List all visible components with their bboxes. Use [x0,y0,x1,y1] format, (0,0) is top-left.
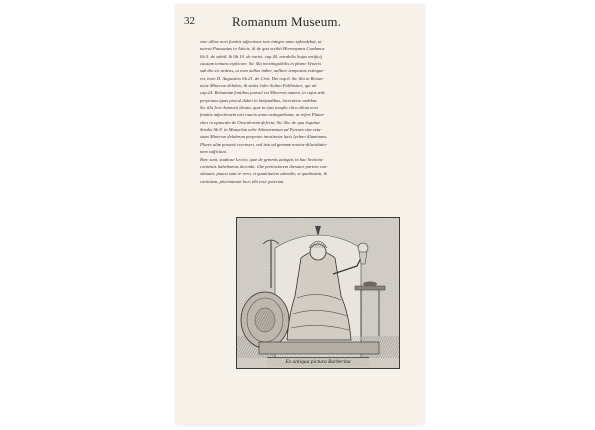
text-line: Plures aliæ possent recenseri, sed ista ad gemmæ nostræ dilucidatio- [200,141,328,147]
text-line: sine ullius novi fomitis adjectione toto integro anno splendebat, ut [200,39,322,44]
book-page [176,5,424,425]
text-line: nicæ Minervæ delubro, & sedes Julio Solino Polihistori, qui ait [200,83,317,89]
text-line: stituunt; pauca sunt re vera, si quantitatem attendis; si qualitatem, & [200,171,328,177]
text-line: raritatem, plurimarum loco tibi esse poterunt. [200,178,285,184]
text-line: lib.5. de subtil. & lib.10. de variet. cap.40. mirabilis hujus artificij [200,53,322,59]
text-line: sub dio sic ardens, ut eam nullus imber, nullave tempestas extingue- [200,68,325,74]
text-line: ret, teste D. Augustino lib.21. de Civit. Dei cap.6. Sic illa in Britan- [200,75,324,81]
text-line: fomitis adjectionem nisi exacto anno extinguebatur, ut refert Plutar- [200,112,325,118]
engraving-illustration [237,218,399,368]
page-header [184,15,410,31]
text-line: Strabo lib.9. in Munychia urbe Atheniensium ad Pyreum sita vetu- [200,127,322,133]
text-line: contentis habebamus dicenda: illæ pretiosiorem thesauri partem con- [200,163,328,169]
text-line: nem sufficiunt. [200,149,228,155]
page-number: 32 [184,15,195,27]
text-line: stum Minervæ delubrum perpetuo inextinctæ lucis lychno illuminans. [200,134,328,140]
engraved-plate [236,217,400,369]
text-line: perpetuos ignis procul dubio in lampadibus, lucernisve ardebat. [200,97,318,103]
text-line: causam tentans explicare. Sic illa inextinguibilis in phano Veneris [200,61,322,67]
text-line: narrat Pausanias in Atticis, & de qua scribit Hieronymus Cardanus [200,46,325,52]
text-line: Hæc sunt, studiose Lector, quæ de gemmis antiquis in hac Sectione [200,156,323,162]
text-line: ches in opusculo de Oraculorum defectu. Sic illa, de qua loquitur [200,119,321,125]
running-title: Romanum Museum. [232,14,342,29]
text-line: Sic illa Jovi Ammoni dicata, quæ in ejus templo citra ullum novi [200,105,319,111]
text-line: cap.24. Britanniæ fontibus præsul est Minervæ numen, in cujus æde [200,90,326,96]
body-text [200,38,398,185]
plate-caption: Ex antiqua pictura Barberina [285,359,351,365]
